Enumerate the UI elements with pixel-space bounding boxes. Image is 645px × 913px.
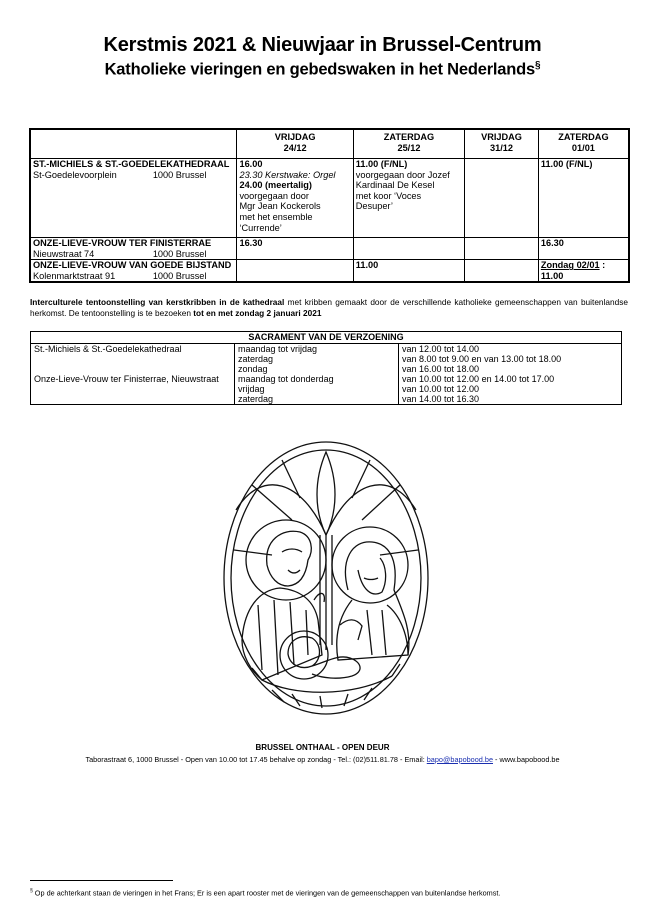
- column-day: VRIJDAG: [481, 132, 522, 142]
- confession-title: SACRAMENT VAN DE VERZOENING: [31, 332, 622, 344]
- confession-hours: van 8.00 tot 9.00 en van 13.00 tot 18.00: [399, 354, 622, 364]
- page-subtitle: [0, 60, 645, 80]
- email-link[interactable]: bapo@bapobood.be: [426, 755, 493, 764]
- schedule-table: [29, 128, 630, 283]
- column-header: [538, 129, 629, 159]
- column-date: 25/12: [397, 142, 421, 153]
- service-cell: [237, 260, 353, 283]
- column-date: 24/12: [283, 142, 307, 153]
- exhibition-dates: tot en met zondag 2 januari 2021: [193, 308, 322, 318]
- exhibition-body: met kribben gemaakt door de verschillende katholieke gemeenschappen van buitenlandse herkomst. De tentoonstelling is te bezoeken: [30, 297, 628, 318]
- exhibition-notice: [30, 297, 628, 319]
- column-day: ZATERDAG: [383, 132, 435, 142]
- footnote-mark: §: [30, 888, 33, 894]
- confession-place: [31, 354, 235, 364]
- table-row: [31, 354, 622, 364]
- service-cell: [353, 238, 464, 260]
- service-cell: [538, 159, 629, 238]
- location-name: ONZE-LIEVE-VROUW VAN GOEDE BIJSTAND: [33, 260, 232, 271]
- location-city: 1000 Brussel: [152, 248, 207, 259]
- service-note: voorgegaan door Jozef: [355, 169, 450, 180]
- location-address: [33, 170, 234, 181]
- location-street: Kolenmarktstraat 91: [33, 270, 116, 281]
- service-cell: 11.00: [353, 260, 464, 283]
- confession-place: St.-Michiels & St.-Goedelekathedraal: [31, 344, 235, 355]
- location-street: St-Goedelevoorplein: [33, 169, 117, 180]
- table-row: [30, 260, 629, 283]
- footer-website: - www.bapobood.be: [493, 755, 560, 764]
- column-header: [353, 129, 464, 159]
- table-row: [31, 344, 622, 355]
- location-name: ST.-MICHIELS & ST.-GOEDELEKATHEDRAAL: [33, 159, 230, 169]
- service-note: met koor ‘Voces: [355, 190, 422, 201]
- location-city: 1000 Brussel: [152, 169, 207, 180]
- service-time: 11.00 (F/NL): [540, 159, 593, 169]
- confession-table: [30, 331, 622, 405]
- footnote-divider: [30, 880, 173, 881]
- service-cell: 16.30: [237, 238, 353, 260]
- location-address: [33, 271, 234, 282]
- footnote-mark: §: [535, 60, 541, 71]
- column-header: [237, 129, 353, 159]
- service-time: 11.00 (F/NL): [355, 159, 408, 169]
- service-note: ‘Currende’: [239, 222, 282, 233]
- footer-org: BRUSSEL ONTHAAL - OPEN DEUR: [255, 743, 390, 752]
- service-time-vigil: [239, 170, 350, 181]
- vigil-time: 23.30: [239, 169, 263, 180]
- column-day: VRIJDAG: [274, 132, 316, 142]
- table-row: [31, 364, 622, 374]
- confession-day: zaterdag: [235, 394, 399, 405]
- location-name: ONZE-LIEVE-VROUW TER FINISTERRAE: [33, 238, 212, 248]
- table-row: [30, 238, 629, 260]
- service-cell: [237, 159, 353, 238]
- confession-day: vrijdag: [235, 384, 399, 394]
- table-row: [31, 384, 622, 394]
- confession-day: zaterdag: [235, 354, 399, 364]
- column-day: ZATERDAG: [558, 132, 609, 142]
- service-cell: [465, 260, 539, 283]
- service-note: Desuper’: [355, 201, 393, 212]
- location-street: Nieuwstraat 74: [33, 248, 95, 259]
- footer-contact: [0, 755, 645, 764]
- confession-day: maandag tot donderdag: [235, 374, 399, 384]
- confession-place: [31, 364, 235, 374]
- location-cell: [30, 260, 237, 283]
- service-time: 16.00: [239, 159, 263, 169]
- confession-hours: van 12.00 tot 14.00: [399, 344, 622, 355]
- service-note: voorgegaan door: [239, 190, 309, 201]
- nativity-stained-glass-icon: [222, 440, 430, 716]
- vigil-note: Kerstwake: Orgel: [265, 169, 336, 180]
- service-time: 11.00: [540, 270, 564, 281]
- confession-hours: van 14.00 tot 16.30: [399, 394, 622, 405]
- page-title: Kerstmis 2021 & Nieuwjaar in Brussel-Centrum: [103, 34, 542, 56]
- service-day-label: Zondag 02/01: [540, 260, 600, 271]
- service-note: Kardinaal De Kesel: [355, 180, 435, 191]
- confession-hours: van 10.00 tot 12.00: [399, 384, 622, 394]
- footer-address: Taborastraat 6, 1000 Brussel - Open van 10.00 tot 17.45 behalve op zondag - Tel.: (02)511.81.78 - Email:: [85, 755, 427, 764]
- confession-hours: van 16.00 tot 18.00: [399, 364, 622, 374]
- subtitle-text: Katholieke vieringen en gebedswaken in het Nederlands: [104, 60, 536, 79]
- service-cell: [353, 159, 464, 238]
- service-colon: :: [599, 260, 606, 271]
- service-cell: [465, 238, 539, 260]
- location-cell: [30, 159, 237, 238]
- service-cell: [538, 260, 629, 283]
- service-cell: 16.30: [538, 238, 629, 260]
- confession-place: Onze-Lieve-Vrouw ter Finisterrae, Nieuwstraat: [31, 374, 235, 384]
- service-time: 24.00 (meertalig): [239, 180, 312, 191]
- confession-day: zondag: [235, 364, 399, 374]
- footnote-text: Op de achterkant staan de vieringen in het Frans; Er is een apart rooster met de vieringen van de gemeenschappen van buitenlandse herkomst.: [32, 888, 501, 898]
- schedule-header-row: [30, 129, 629, 159]
- table-row: [31, 374, 622, 384]
- location-city: 1000 Brussel: [152, 270, 207, 281]
- confession-hours: van 10.00 tot 12.00 en 14.00 tot 17.00: [399, 374, 622, 384]
- location-address: [33, 249, 234, 260]
- service-note: Mgr Jean Kockerols: [239, 201, 321, 212]
- footnote: [30, 888, 630, 897]
- table-row: [30, 159, 629, 238]
- service-note: met het ensemble: [239, 211, 313, 222]
- confession-place: [31, 394, 235, 405]
- schedule-header-empty: [30, 129, 237, 159]
- column-date: 31/12: [490, 142, 513, 153]
- confession-place: [31, 384, 235, 394]
- table-row: [31, 394, 622, 405]
- confession-day: maandag tot vrijdag: [235, 344, 399, 355]
- column-header: [465, 129, 539, 159]
- exhibition-lead: Interculturele tentoonstelling van kerstkribben in de kathedraal: [30, 297, 285, 307]
- column-date: 01/01: [571, 142, 595, 153]
- service-cell: [465, 159, 539, 238]
- location-cell: [30, 238, 237, 260]
- confession-header-row: [31, 332, 622, 344]
